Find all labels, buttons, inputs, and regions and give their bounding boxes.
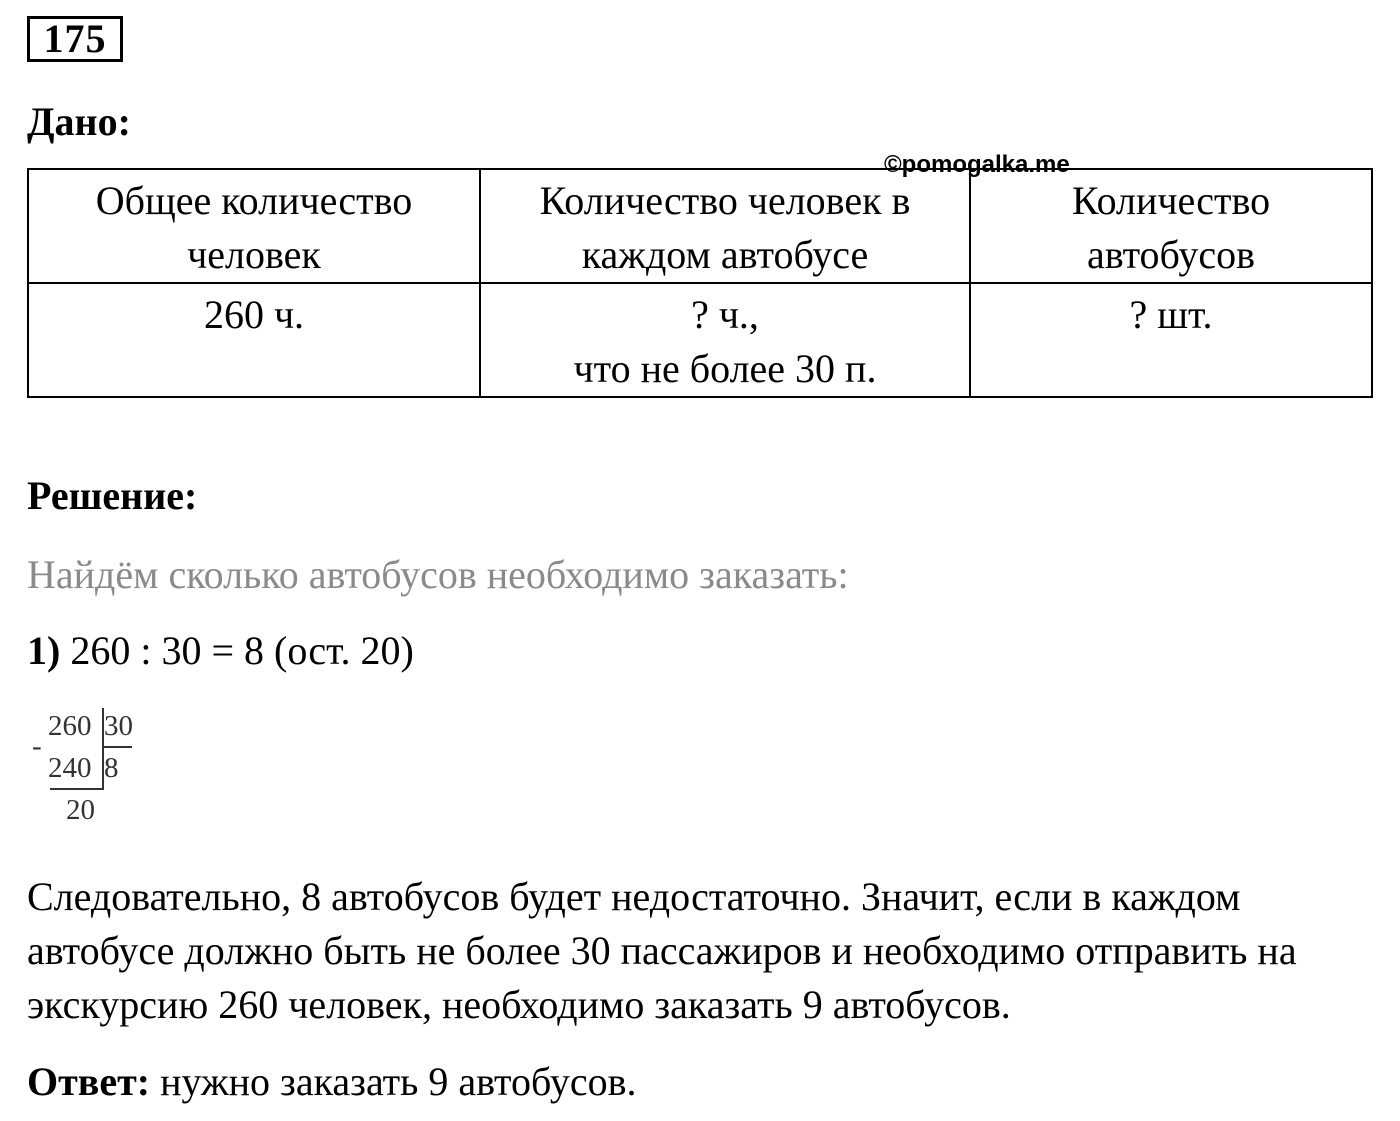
solution-heading: Решение: (27, 473, 198, 518)
division-vertical-line (102, 708, 104, 790)
step-1 (27, 624, 414, 678)
table-row (28, 283, 1372, 397)
value-bus-count: ? шт. (970, 283, 1372, 397)
dividend: 260 (48, 710, 92, 742)
minus-sign: - (32, 730, 42, 762)
header-people-per-bus: Количество человек в каждом автобусе (480, 169, 970, 283)
remainder: 20 (66, 794, 95, 826)
header-total-people: Общее количество человек (28, 169, 480, 283)
value-total-people: 260 ч. (28, 283, 480, 397)
problem-number: 175 (27, 16, 123, 62)
conclusion-text: Следовательно, 8 автобусов будет недостаточно. Значит, если в каждом автобусе должно быть не более 30 пассажиров и необходимо отправить на экскурсию 260 человек, необходимо заказать 9 автобусов. (27, 874, 1297, 1027)
table-header-row (28, 169, 1372, 283)
header-bus-count: Количество автобусов (970, 169, 1372, 283)
answer (27, 1055, 636, 1109)
step-1-expression: 260 : 30 = 8 (ост. 20) (60, 628, 414, 673)
divisor-underline (102, 746, 132, 748)
value-people-per-bus: ? ч., что не более 30 п. (480, 283, 970, 397)
long-division (30, 702, 150, 832)
divisor: 30 (104, 710, 133, 742)
step-1-label: 1) (27, 628, 61, 673)
subtrahend: 240 (48, 752, 92, 784)
watermark: ©pomogalka.me (884, 151, 1070, 178)
given-table (27, 168, 1373, 398)
subtraction-line (50, 788, 104, 790)
quotient: 8 (104, 752, 119, 784)
answer-label: Ответ: (27, 1059, 151, 1104)
answer-text: нужно заказать 9 автобусов. (150, 1059, 637, 1104)
solution-intro: Найдём сколько автобусов необходимо заказать: (27, 552, 849, 597)
given-heading: Дано: (27, 99, 131, 144)
